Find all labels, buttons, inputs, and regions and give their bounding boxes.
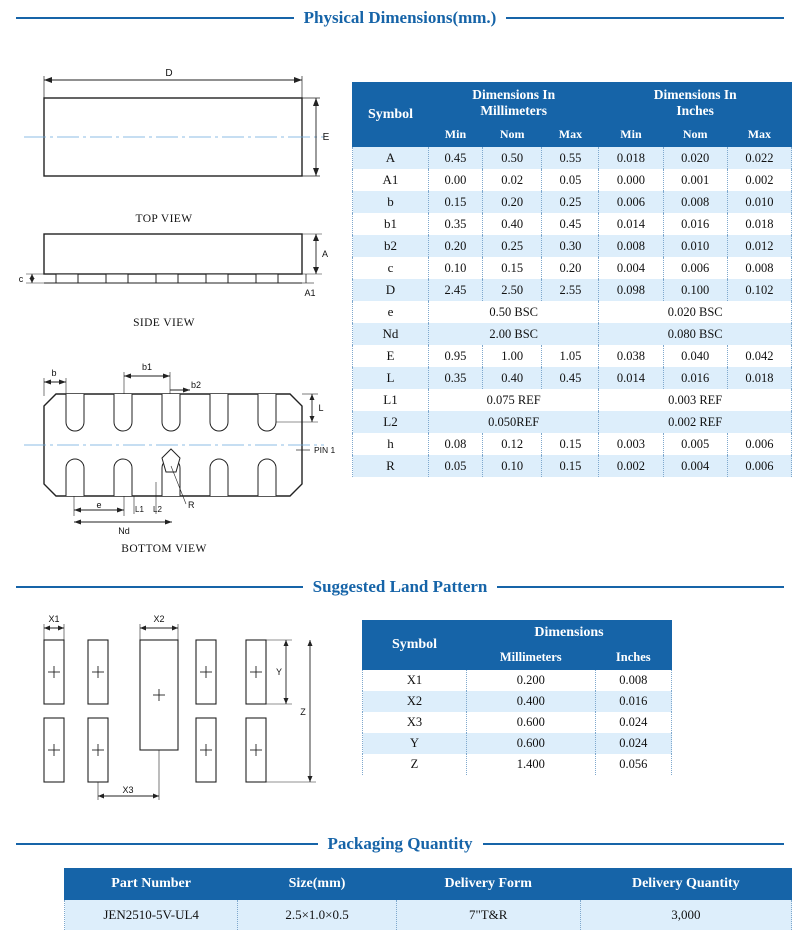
label-c: c	[18, 274, 24, 284]
table-row	[363, 712, 672, 733]
cell-mm-min: 0.10	[429, 257, 483, 279]
header-rule-right-2	[497, 586, 784, 588]
table-row	[363, 670, 672, 692]
cell-mm-nom: 0.40	[482, 367, 542, 389]
cell-in-nom: 0.005	[663, 433, 727, 455]
section-title-packaging: Packaging Quantity	[327, 834, 473, 853]
th-delivery-form: Delivery Form	[396, 869, 580, 900]
cell-symbol: X3	[363, 712, 467, 733]
cell-symbol: D	[353, 279, 429, 301]
label-e: E	[322, 132, 330, 143]
label-Nd: Nd	[118, 526, 130, 536]
label-R: R	[188, 500, 195, 510]
label-z: Z	[300, 707, 306, 717]
cell-mm-max: 0.15	[542, 455, 599, 477]
cell-mm-nom: 0.50	[482, 147, 542, 170]
cell-in-nom: 0.040	[663, 345, 727, 367]
cell-mm-nom: 0.20	[482, 191, 542, 213]
cell-in-nom: 0.100	[663, 279, 727, 301]
th-mm-min: Min	[429, 123, 483, 147]
cell-in-nom: 0.016	[663, 367, 727, 389]
table-row	[353, 213, 792, 235]
cell-mm-nom: 0.15	[482, 257, 542, 279]
th-in-max: Max	[727, 123, 791, 147]
th-land-in: Inches	[595, 646, 671, 670]
cell-in-nom: 0.001	[663, 169, 727, 191]
th-in-line1: Dimensions In	[653, 87, 737, 102]
table-row	[353, 191, 792, 213]
cell-mm-nom: 0.10	[482, 455, 542, 477]
table-row	[353, 235, 792, 257]
caption-bottom-view: BOTTOM VIEW	[121, 543, 207, 555]
cell-in-nom: 0.010	[663, 235, 727, 257]
physical-dimensions-table-wrap	[352, 82, 792, 477]
cell-mm-min: 0.00	[429, 169, 483, 191]
label-b2: b2	[190, 380, 202, 390]
label-L: L	[318, 403, 324, 413]
cell-mm-max: 0.45	[542, 213, 599, 235]
drawing-top-view	[14, 36, 334, 225]
cell-in-max: 0.018	[727, 367, 791, 389]
cell-mm-min: 0.20	[429, 235, 483, 257]
cell-symbol: X2	[363, 691, 467, 712]
cell-mm-max: 2.55	[542, 279, 599, 301]
table-row	[353, 323, 792, 345]
cell-in-span: 0.080 BSC	[599, 323, 792, 345]
cell-mm: 0.400	[467, 691, 596, 712]
cell-mm-max: 0.45	[542, 367, 599, 389]
cell-mm: 1.400	[467, 754, 596, 775]
cell-in: 0.056	[595, 754, 671, 775]
table-row	[363, 733, 672, 754]
cell-symbol: c	[353, 257, 429, 279]
cell-mm-max: 0.15	[542, 433, 599, 455]
cell-symbol: A	[353, 147, 429, 170]
packaging-table	[64, 868, 792, 930]
th-in-line2: Inches	[676, 102, 714, 118]
cell-in-nom: 0.016	[663, 213, 727, 235]
cell-in-max: 0.022	[727, 147, 791, 170]
packaging-table-body	[65, 900, 792, 931]
packaging-header-row	[65, 869, 792, 900]
header-rule-left-3	[16, 843, 318, 845]
th-land-mm: Millimeters	[467, 646, 596, 670]
cell-in-nom: 0.006	[663, 257, 727, 279]
cell-in-min: 0.008	[599, 235, 663, 257]
cell-mm-max: 0.20	[542, 257, 599, 279]
cell-mm-min: 0.95	[429, 345, 483, 367]
cell-mm-min: 0.35	[429, 213, 483, 235]
cell-mm-min: 2.45	[429, 279, 483, 301]
cell-delivery-form: 7"T&R	[396, 900, 580, 931]
cell-in-span: 0.020 BSC	[599, 301, 792, 323]
drawing-land-pattern	[14, 610, 334, 810]
label-x2: X2	[153, 614, 165, 624]
table-row	[353, 169, 792, 191]
cell-mm: 0.200	[467, 670, 596, 692]
cell-in-nom: 0.008	[663, 191, 727, 213]
label-b1: b1	[141, 362, 153, 372]
th-millimeters-group	[429, 83, 599, 123]
cell-in-nom: 0.020	[663, 147, 727, 170]
cell-in: 0.024	[595, 733, 671, 754]
cell-symbol: L2	[353, 411, 429, 433]
label-d: D	[165, 68, 173, 79]
cell-in-max: 0.042	[727, 345, 791, 367]
bottom-view-svg	[14, 362, 344, 542]
section-header-packaging	[16, 834, 784, 854]
table-row	[353, 455, 792, 477]
cell-mm-max: 0.55	[542, 147, 599, 170]
th-mm-line2: Millimeters	[480, 102, 548, 118]
table-header-row	[353, 83, 792, 123]
cell-in-nom: 0.004	[663, 455, 727, 477]
th-delivery-quantity: Delivery Quantity	[580, 869, 791, 900]
cell-in-min: 0.018	[599, 147, 663, 170]
header-rule-right	[506, 17, 784, 19]
cell-in-max: 0.102	[727, 279, 791, 301]
table-row	[65, 900, 792, 931]
label-x3: X3	[122, 785, 134, 795]
table-row	[353, 301, 792, 323]
cell-mm-max: 1.05	[542, 345, 599, 367]
th-land-dimensions: Dimensions	[467, 621, 672, 646]
th-part-number: Part Number	[65, 869, 238, 900]
cell-size: 2.5×1.0×0.5	[238, 900, 397, 931]
cell-symbol: b	[353, 191, 429, 213]
cell-in-span: 0.003 REF	[599, 389, 792, 411]
cell-in-max: 0.008	[727, 257, 791, 279]
drawing-bottom-view	[14, 362, 344, 562]
cell-in-min: 0.014	[599, 213, 663, 235]
cell-in-min: 0.038	[599, 345, 663, 367]
table-row	[363, 691, 672, 712]
top-view-svg	[14, 36, 334, 216]
label-a: A	[321, 249, 329, 259]
land-pattern-svg	[14, 610, 334, 805]
table-row	[353, 389, 792, 411]
cell-symbol: A1	[353, 169, 429, 191]
packaging-table-wrap	[64, 868, 792, 930]
header-rule-left	[16, 17, 294, 19]
cell-symbol: L	[353, 367, 429, 389]
cell-mm-nom: 2.50	[482, 279, 542, 301]
cell-in-min: 0.098	[599, 279, 663, 301]
table-row	[353, 279, 792, 301]
cell-in-min: 0.002	[599, 455, 663, 477]
label-L2: L2	[153, 505, 162, 514]
cell-mm-nom: 0.12	[482, 433, 542, 455]
cell-in-span: 0.002 REF	[599, 411, 792, 433]
th-inches-group	[599, 83, 792, 123]
land-header-row	[363, 621, 672, 646]
th-in-nom: Nom	[663, 123, 727, 147]
cell-mm-nom: 1.00	[482, 345, 542, 367]
land-pattern-table	[362, 620, 672, 775]
cell-symbol: Y	[363, 733, 467, 754]
table-row	[353, 433, 792, 455]
physical-table-body	[353, 147, 792, 478]
cell-symbol: e	[353, 301, 429, 323]
cell-in-max: 0.006	[727, 433, 791, 455]
table-row	[363, 754, 672, 775]
label-x1: X1	[48, 614, 60, 624]
table-row	[353, 411, 792, 433]
cell-mm: 0.600	[467, 733, 596, 754]
cell-symbol: h	[353, 433, 429, 455]
cell-symbol: R	[353, 455, 429, 477]
cell-mm-span: 0.050REF	[429, 411, 599, 433]
cell-part-number: JEN2510-5V-UL4	[65, 900, 238, 931]
cell-symbol: L1	[353, 389, 429, 411]
label-b: b	[51, 368, 57, 378]
cell-in-max: 0.010	[727, 191, 791, 213]
cell-in-max: 0.006	[727, 455, 791, 477]
section-header-physical-dimensions	[16, 8, 784, 28]
cell-in-max: 0.012	[727, 235, 791, 257]
cell-mm-max: 0.25	[542, 191, 599, 213]
label-pin1: PIN 1	[314, 445, 336, 455]
cell-in-min: 0.004	[599, 257, 663, 279]
cell-symbol: Z	[363, 754, 467, 775]
table-row	[353, 147, 792, 170]
cell-mm-min: 0.05	[429, 455, 483, 477]
cell-in-min: 0.006	[599, 191, 663, 213]
cell-symbol: E	[353, 345, 429, 367]
label-e-pitch: e	[96, 500, 102, 510]
cell-mm-max: 0.30	[542, 235, 599, 257]
cell-symbol: b2	[353, 235, 429, 257]
cell-in: 0.008	[595, 670, 671, 692]
th-symbol: Symbol	[353, 83, 429, 147]
label-y: Y	[275, 667, 283, 677]
cell-mm-min: 0.45	[429, 147, 483, 170]
land-table-body	[363, 670, 672, 776]
header-rule-right-3	[483, 843, 785, 845]
land-pattern-table-wrap	[362, 620, 672, 775]
table-row	[353, 345, 792, 367]
cell-mm-span: 2.00 BSC	[429, 323, 599, 345]
section-title-land: Suggested Land Pattern	[312, 577, 488, 596]
cell-mm-min: 0.15	[429, 191, 483, 213]
section-title-physical: Physical Dimensions(mm.)	[303, 8, 497, 27]
caption-side-view: SIDE VIEW	[133, 317, 195, 329]
th-size: Size(mm)	[238, 869, 397, 900]
cell-mm-min: 0.08	[429, 433, 483, 455]
th-land-symbol: Symbol	[363, 621, 467, 670]
label-L1: L1	[135, 505, 144, 514]
th-mm-line1: Dimensions In	[472, 87, 556, 102]
th-mm-nom: Nom	[482, 123, 542, 147]
cell-mm-max: 0.05	[542, 169, 599, 191]
cell-mm: 0.600	[467, 712, 596, 733]
cell-mm-nom: 0.25	[482, 235, 542, 257]
cell-in-min: 0.003	[599, 433, 663, 455]
cell-mm-span: 0.50 BSC	[429, 301, 599, 323]
cell-in: 0.024	[595, 712, 671, 733]
caption-top-view: TOP VIEW	[135, 213, 193, 225]
section-header-land-pattern	[16, 577, 784, 597]
cell-mm-min: 0.35	[429, 367, 483, 389]
cell-in-max: 0.018	[727, 213, 791, 235]
cell-symbol: X1	[363, 670, 467, 692]
table-row	[353, 367, 792, 389]
cell-mm-nom: 0.02	[482, 169, 542, 191]
th-mm-max: Max	[542, 123, 599, 147]
drawing-side-view	[14, 222, 334, 332]
cell-mm-nom: 0.40	[482, 213, 542, 235]
header-rule-left-2	[16, 586, 303, 588]
side-view-svg	[14, 222, 334, 322]
cell-in: 0.016	[595, 691, 671, 712]
label-a1: A1	[304, 288, 316, 298]
physical-dimensions-table	[352, 82, 792, 477]
cell-symbol: Nd	[353, 323, 429, 345]
cell-in-max: 0.002	[727, 169, 791, 191]
cell-in-min: 0.000	[599, 169, 663, 191]
cell-in-min: 0.014	[599, 367, 663, 389]
cell-delivery-quantity: 3,000	[580, 900, 791, 931]
cell-symbol: b1	[353, 213, 429, 235]
cell-mm-span: 0.075 REF	[429, 389, 599, 411]
table-row	[353, 257, 792, 279]
th-in-min: Min	[599, 123, 663, 147]
